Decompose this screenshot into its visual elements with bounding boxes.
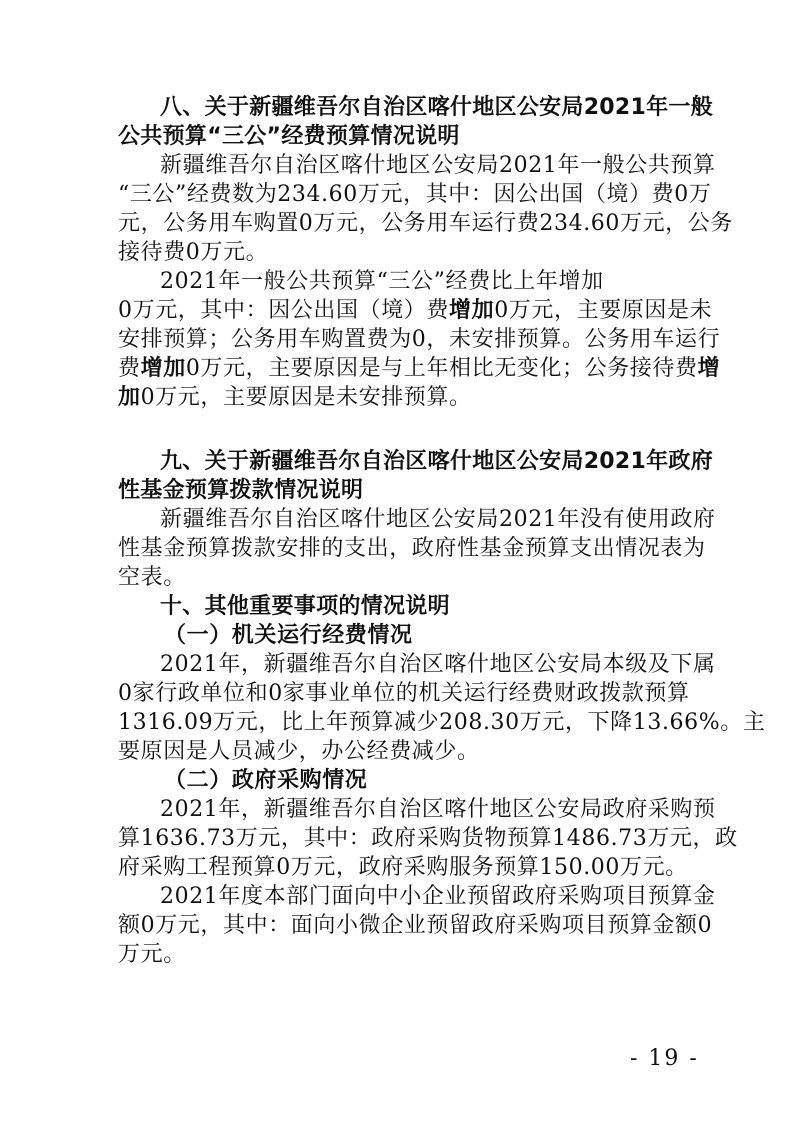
subsection-2-title: （二）政府采购情况 [164,768,368,793]
section-8-paragraph-2-line [118,383,688,412]
section-8-title-line-2: 公共预算“三公”经费预算情况说明 [118,124,460,149]
section-8-paragraph-1-line: 接待费0万元。 [118,240,269,265]
subsection-2-paragraph-1-line: 府采购工程预算0万元，政府采购服务预算150.00万元。 [118,855,688,880]
text-run: 0万元，其中：因公出国（境）费 [118,298,449,323]
page-number: - 19 - [630,1046,699,1071]
section-8-paragraph-2-line: 安排预算；公务用车购置费为0，未安排预算。公务用车运行 [118,327,721,352]
section-8-paragraph-2-line [118,296,713,325]
bold-text-run: 增加 [140,356,186,381]
section-9-title-line-2: 性基金预算拨款情况说明 [118,478,364,503]
section-8-paragraph-2-line [118,354,721,383]
section-9-paragraph-line: 空表。 [118,565,186,590]
subsection-2-paragraph-2-line: 万元。 [118,942,186,967]
text-run: 0万元，主要原因是与上年相比无变化；公务接待费 [185,356,698,381]
subsection-1-paragraph-line: 2021年，新疆维吾尔自治区喀什地区公安局本级及下属 [160,652,716,677]
subsection-1-paragraph-line: 要原因是人员减少，办公经费减少。 [118,739,480,764]
bold-text-run: 增加 [449,298,495,323]
subsection-1-paragraph-line: 1316.09万元，比上年预算减少208.30万元，下降13.66%。主 [118,710,766,735]
subsection-2-paragraph-2-line: 额0万元，其中：面向小微企业预留政府采购项目预算金额0 [118,913,713,938]
section-8-paragraph-2-line: 2021年一般公共预算“三公”经费比上年增加 [160,269,604,294]
text-run: 0万元，主要原因是未 [494,298,713,323]
section-8-paragraph-1-line: 元，公务用车购置0万元，公务用车运行费234.60万元，公务 [118,211,733,236]
section-8-paragraph-1-line: “三公”经费数为234.60万元，其中：因公出国（境）费0万 [118,182,712,207]
section-9-title-line-1: 九、关于新疆维吾尔自治区喀什地区公安局2021年政府 [160,449,714,474]
section-9-paragraph-line: 性基金预算拨款安排的支出，政府性基金预算支出情况表为 [118,536,706,561]
subsection-2-paragraph-2-line: 2021年度本部门面向中小企业预留政府采购项目预算金 [160,884,716,909]
subsection-1-paragraph-line: 0家行政单位和0家事业单位的机关运行经费财政拨款预算 [118,681,690,706]
subsection-2-paragraph-1-line: 算1636.73万元，其中：政府采购货物预算1486.73万元，政 [118,826,738,851]
section-9-paragraph-line: 新疆维吾尔自治区喀什地区公安局2021年没有使用政府 [160,507,716,532]
bold-text-run: 增 [697,356,721,381]
section-spacer [118,412,688,447]
bold-text-run: 加 [118,385,141,410]
text-run: 费 [118,356,141,381]
section-8-paragraph-1-line: 新疆维吾尔自治区喀什地区公安局2021年一般公共预算 [160,153,716,178]
text-run: 0万元，主要原因是未安排预算。 [140,385,472,410]
subsection-1-title: （一）机关运行经费情况 [164,623,413,648]
section-10-title: 十、其他重要事项的情况说明 [160,594,450,619]
subsection-2-paragraph-1-line: 2021年，新疆维吾尔自治区喀什地区公安局政府采购预 [160,797,716,822]
section-8-title-line-1: 八、关于新疆维吾尔自治区喀什地区公安局2021年一般 [160,95,714,120]
document-body [118,93,766,969]
